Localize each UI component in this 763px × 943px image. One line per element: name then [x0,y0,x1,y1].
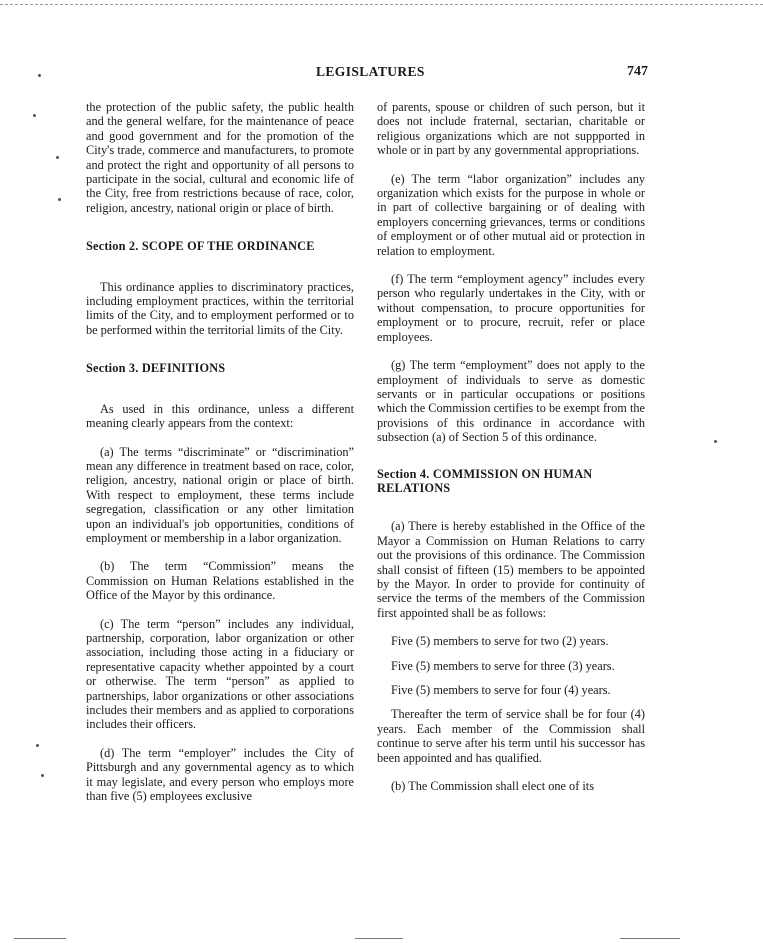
page-number: 747 [627,64,648,79]
scan-speck [38,74,41,77]
section-4-a: (a) There is hereby established in the Office of the Mayor a Commission on Human Relations to carry out the provisions of this ordinance. The Commission shall consist of fifteen (15) members to be appointed by the Mayor. In order to provide for continuity of service the terms of the members of the Commission first appointed shall be as follows: [377,519,645,620]
definition-c: (c) The term “person” includes any individual, partnership, corporation, labor organization or other association, including those acting in a fiduciary or representative capacity whether appointed by a court or otherwise. The term “person” as applied to partnerships, labor organizations or other associations includes their members and as applied to corporations includes their officers. [86,616,354,732]
bottom-scan-mark [620,938,680,939]
definition-a: (a) The terms “discriminate” or “discrimination” mean any difference in treatment based on race, color, religion, ancestry, national origin or place of birth. With respect to employment, these terms include segregation, classification or any other limitation upon an individual's job opportunities, conditions of employment or membership in a labor organization. [86,444,354,545]
scan-speck [56,156,59,159]
continued-paragraph-right: of parents, spouse or children of such person, but it does not include fraternal, sectarian, charitable or religious organizations which are not suppported in whole or in part by any governmental appropriations. [377,100,645,158]
section-3-intro: As used in this ordinance, unless a different meaning clearly appears from the context: [86,401,354,431]
bottom-scan-mark [14,938,66,939]
section-4-heading: Section 4. COMMISSION ON HUMAN RELATIONS [377,466,593,495]
section-2-heading: Section 2. SCOPE OF THE ORDINANCE [86,239,315,254]
definition-d: (d) The term “employer” includes the City of Pittsburgh and any governmental agency as to which it may legislate, and every person who employs more than five (5) employees exclusive [86,745,354,804]
term-three-years: Five (5) members to serve for three (3) years. [391,658,615,673]
scan-speck [36,744,39,747]
left-column [86,100,354,817]
definition-e: (e) The term “labor organization” includes any organization which exists for the purpose in whole or in part of collective bargaining or of dealing with employers concerning grievances, terms or conditions of employment or of other mutual aid or protection in relation to employment. [377,171,645,258]
scan-speck [58,198,61,201]
definition-g: (g) The term “employment” does not apply to the employment of individuals to serve as domestic servants or in particular occupations or positions which the Commission certifies to be exempt from the provisions of this ordinance in accordance with subsection (a) of Section 5 of this ordinance. [377,358,645,445]
section-3-heading: Section 3. DEFINITIONS [86,361,226,376]
definition-f: (f) The term “employment agency” includes every person who regularly undertakes in the City, with or without compensation, to procure opportunities for employment or to procure, recruit, refer or place employees. [377,272,645,344]
scan-speck [714,440,717,443]
thereafter-paragraph: Thereafter the term of service shall be for four (4) years. Each member of the Commission shall continue to serve after his term until his successor has been appointed and has qualified. [377,707,645,765]
running-head: LEGISLATURES [316,64,425,79]
right-column [377,100,645,807]
term-two-years: Five (5) members to serve for two (2) years. [391,634,609,649]
scan-speck [41,774,44,777]
section-4-b: (b) The Commission shall elect one of its [391,779,594,794]
continued-paragraph: the protection of the public safety, the public health and the general welfare, for the maintenance of peace and good government and for the promotion of the City's trade, commerce and manufacturers, to promote and protect the right and opportunity of all persons to participate in the social, cultural and economic life of the City, free from restrictions because of race, color, religion, ancestry, national origin or place of birth. [86,100,354,215]
definition-b: (b) The term “Commission” means the Commission on Human Relations established in the Office of the Mayor by this ordinance. [86,559,354,603]
bottom-scan-mark [355,938,403,939]
scan-speck [33,114,36,117]
section-2-text: This ordinance applies to discriminatory practices, including employment practices, within the territorial limits of the City, and to employment performed or to be performed within the territorial limits of the City. [86,279,354,337]
term-four-years: Five (5) members to serve for four (4) years. [391,683,611,697]
top-dashed-rule [0,4,763,5]
